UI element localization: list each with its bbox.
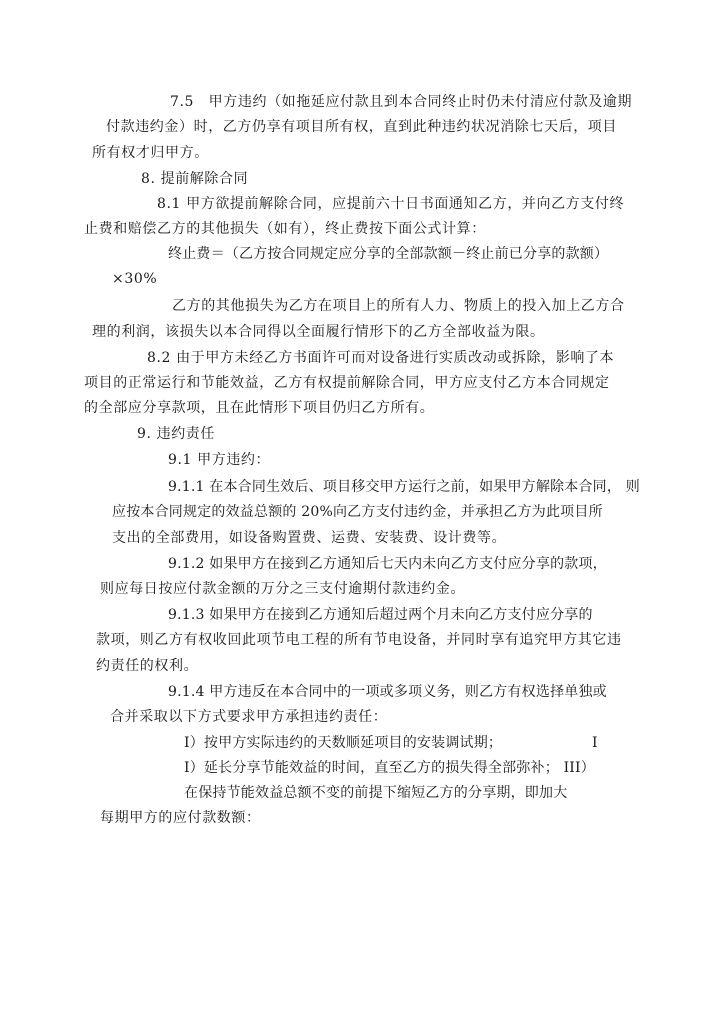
clause-9-1-1-line-2: 应按本合同规定的效益总额的 20%向乙方支付违约金，并承担乙方为此项目所 bbox=[112, 504, 603, 520]
clause-8-2-line-1: 8.2 由于甲方未经乙方书面许可而对设备进行实质改动或拆除，影响了本 bbox=[147, 350, 615, 366]
remedy-item-2: I）延长分享节能效益的时间，直至乙方的损失得全部弥补； III） bbox=[184, 760, 595, 776]
clause-9-1-4-line-2: 合并采取以下方式要求甲方承担违约责任： bbox=[110, 709, 388, 725]
remedy-item-2-marker: I bbox=[592, 735, 599, 751]
clause-8-1-line-2: 止费和赔偿乙方的其他损失（如有），终止费按下面公式计算： bbox=[84, 221, 486, 237]
section-8-heading: 8. 提前解除合同 bbox=[141, 171, 249, 187]
clause-9-1-1-line-1: 9.1.1 在本合同生效后、项目移交甲方运行之前，如果甲方解除本合同， 则 bbox=[168, 479, 640, 495]
clause-9-1-1-line-3: 支出的全部费用，如设备购置费、运费、安装费、设计费等。 bbox=[112, 530, 507, 546]
clause-9-1-3-line-3: 约责任的权利。 bbox=[96, 658, 199, 674]
remedy-item-3-line-2: 每期甲方的应付款数额： bbox=[100, 810, 261, 826]
clause-7-5-line-2: 付款违约金）时，乙方仍享有项目所有权，直到此种违约状况消除七天后，项目 bbox=[106, 119, 617, 135]
section-9-heading: 9. 违约责任 bbox=[137, 426, 216, 442]
other-loss-line-1: 乙方的其他损失为乙方在项目上的所有人力、物质上的投入加上乙方合 bbox=[172, 298, 625, 314]
clause-9-1-4-line-1: 9.1.4 甲方违反在本合同中的一项或多项义务，则乙方有权选择单独或 bbox=[168, 684, 607, 700]
clause-7-5-line-3: 所有权才归甲方。 bbox=[92, 145, 209, 161]
clause-8-1-line-1: 8.1 甲方欲提前解除合同，应提前六十日书面通知乙方，并向乙方支付终 bbox=[157, 196, 625, 212]
clause-9-1-2-line-1: 9.1.2 如果甲方在接到乙方通知后七天内未向乙方支付应分享的款项， bbox=[168, 556, 607, 572]
clause-7-5-line-1: 7.5 甲方违约（如拖延应付款且到本合同终止时仍未付清应付款及逾期 bbox=[170, 94, 633, 110]
clause-9-1-2-line-2: 则应每日按应付款金额的万分之三支付逾期付款违约金。 bbox=[100, 581, 465, 597]
clause-8-2-line-3: 的全部应分享款项，且在此情形下项目仍归乙方所有。 bbox=[84, 400, 435, 416]
termination-fee-formula: 终止费＝（乙方按合同规定应分享的全部款额－终止前已分享的款额） bbox=[168, 246, 609, 262]
remedy-item-1: I）按甲方实际违约的天数顺延项目的安装调试期； bbox=[184, 735, 503, 751]
remedy-item-3-line-1: 在保持节能效益总额不变的前提下缩短乙方的分享期，即加大 bbox=[184, 785, 568, 801]
clause-9-1-3-line-2: 款项，则乙方有权收回此项节电工程的所有节电设备，并同时享有追究甲方其它违 bbox=[96, 632, 622, 648]
clause-8-2-line-2: 项目的正常运行和节能效益，乙方有权提前解除合同，甲方应支付乙方本合同规定 bbox=[84, 375, 610, 391]
other-loss-line-2: 理的利润，该损失以本合同得以全面履行情形下的乙方全部收益为限。 bbox=[92, 324, 545, 340]
clause-9-1-heading: 9.1 甲方违约： bbox=[168, 452, 271, 468]
clause-9-1-3-line-1: 9.1.3 如果甲方在接到乙方通知后超过两个月未向乙方支付应分享的 bbox=[168, 607, 593, 623]
termination-fee-formula-rate: ×30% bbox=[112, 271, 158, 287]
